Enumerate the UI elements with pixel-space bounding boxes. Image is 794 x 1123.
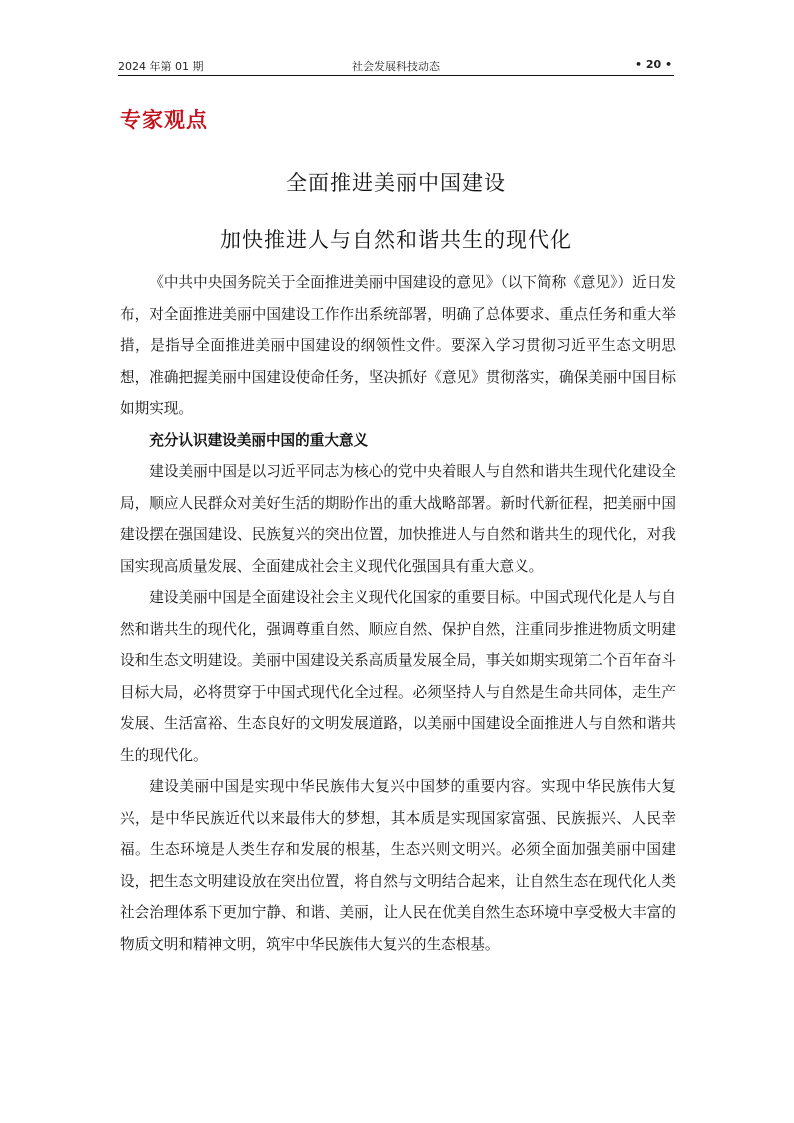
header-divider [118, 75, 674, 76]
issue-label: 2024 年第 01 期 [118, 60, 204, 73]
journal-name: 社会发展科技动态 [352, 60, 440, 73]
running-header [118, 56, 674, 74]
article-title-line1: 全面推进美丽中国建设 [286, 171, 506, 195]
paragraph-intro: 《中共中央国务院关于全面推进美丽中国建设的意见》（以下简称《意见》）近日发布，对全面推进美丽中国建设工作作出系统部署，明确了总体要求、重点任务和重大举措，是指导全面推进美丽中国建设的纲领性文件。要深入学习贯彻习近平生态文明思想，准确把握美丽中国建设使命任务，坚决抓好《意见》贯彻落实，确保美丽中国目标如期实现。 [120, 274, 676, 417]
paragraph: 建设美丽中国是实现中华民族伟大复兴中国梦的重要内容。实现中华民族伟大复兴，是中华民族近代以来最伟大的梦想，其本质是实现国家富强、民族振兴、人民幸福。生态环境是人类生存和发展的根基，生态兴则文明兴。必须全面加强美丽中国建设，把生态文明建设放在突出位置，将自然与文明结合起来，让自然生态在现代化人类社会治理体系下更加宁静、和谐、美丽，让人民在优美自然生态环境中享受极大丰富的物质文明和精神文明，筑牢中华民族伟大复兴的生态根基。 [120, 778, 676, 953]
article-title-line2: 加快推进人与自然和谐共生的现代化 [220, 228, 572, 252]
section-tag: 专家观点 [120, 108, 208, 132]
page-number: • 20 • [634, 58, 672, 71]
paragraph: 建设美丽中国是以习近平同志为核心的党中央着眼人与自然和谐共生现代化建设全局，顺应人民群众对美好生活的期盼作出的重大战略部署。新时代新征程，把美丽中国建设摆在强国建设、民族复兴的突出位置，加快推进人与自然和谐共生的现代化，对我国实现高质量发展、全面建成社会主义现代化强国具有重大意义。 [120, 463, 676, 575]
article-body [120, 267, 676, 960]
paragraph: 建设美丽中国是全面建设社会主义现代化国家的重要目标。中国式现代化是人与自然和谐共生的现代化，强调尊重自然、顺应自然、保护自然，注重同步推进物质文明建设和生态文明建设。美丽中国建设关系高质量发展全局，事关如期实现第二个百年奋斗目标大局，必将贯穿于中国式现代化全过程。必须坚持人与自然是生命共同体，走生产发展、生活富裕、生态良好的文明发展道路，以美丽中国建设全面推进人与自然和谐共生的现代化。 [120, 589, 676, 764]
subheading: 充分认识建设美丽中国的重大意义 [149, 431, 369, 449]
